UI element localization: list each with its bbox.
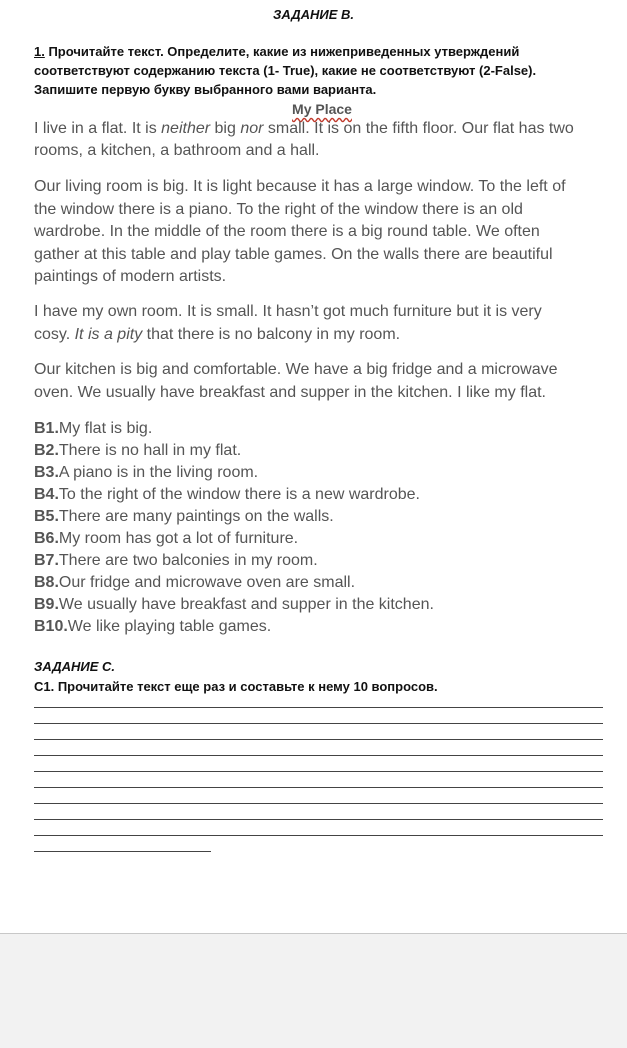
story-p2-line-3: wardrobe. In the middle of the room there is a big round table. We often <box>34 223 540 240</box>
answer-line[interactable] <box>34 835 603 836</box>
story-title: My Place <box>292 101 352 117</box>
statement-text: My room has got a lot of furniture. <box>58 530 299 547</box>
task-c-instruction: С1. Прочитайте текст еще раз и составьте к нему 10 вопросов. <box>34 679 438 694</box>
task-c-title: ЗАДАНИЕ С. <box>34 659 116 674</box>
statement-number: B4. <box>34 486 59 503</box>
story-p2-line-2: the window there is a piano. To the right of the window there is an old <box>34 200 523 218</box>
p3-text-b: that there is no balcony in my room. <box>142 325 401 343</box>
statement-b4 <box>34 484 420 506</box>
p1-text-b: big <box>210 120 241 137</box>
statement-text: To the right of the window there is a new wardrobe. <box>58 486 420 503</box>
statement-b1 <box>34 418 152 440</box>
statement-number: B10. <box>34 618 68 635</box>
answer-line[interactable] <box>34 707 603 708</box>
statement-text: A piano is in the living room. <box>58 464 259 481</box>
answer-line[interactable] <box>34 787 603 788</box>
story-p2-line-4: gather at this table and play table games. On the walls there are beautiful <box>34 245 553 263</box>
p3-pity: It is a pity <box>74 325 143 343</box>
statement-number: B1. <box>34 420 59 437</box>
story-p4-line-2: oven. We usually have breakfast and supper in the kitchen. I like my flat. <box>34 383 546 401</box>
answer-line[interactable] <box>34 739 603 740</box>
statement-b7 <box>34 550 318 572</box>
statement-text: There are many paintings on the walls. <box>58 508 334 525</box>
statement-text: We usually have breakfast and supper in the kitchen. <box>58 596 434 613</box>
statement-number: B2. <box>34 442 59 459</box>
statement-b5 <box>34 506 334 528</box>
answer-line[interactable] <box>34 755 603 756</box>
story-p3-line-1: I have my own room. It is small. It hasn’t got much furniture but it is very <box>34 303 542 320</box>
statement-text: There is no hall in my flat. <box>58 442 242 459</box>
statement-text: We like playing table games. <box>67 618 272 635</box>
task-b-instruction-line-3: Запишите первую букву выбранного вами варианта. <box>34 82 377 97</box>
p1-text-c: small. It is on the fifth floor. Our flat has two <box>263 120 574 137</box>
story-p1-line-1 <box>34 118 574 141</box>
task-b-instruction-line-1 <box>34 42 519 61</box>
story-p1-line-2: rooms, a kitchen, a bathroom and a hall. <box>34 142 320 159</box>
task-b-title: ЗАДАНИЕ В. <box>272 7 355 22</box>
statement-b10 <box>34 616 271 638</box>
story-p3-line-2 <box>34 324 400 347</box>
p1-text-a: I live in a flat. It is <box>34 120 162 137</box>
statement-b3 <box>34 462 258 484</box>
story-p2-line-5: paintings of modern artists. <box>34 268 227 285</box>
statement-text: Our fridge and microwave oven are small. <box>58 574 356 591</box>
p3-text-a: cosy. <box>34 325 75 343</box>
statement-b9 <box>34 594 434 616</box>
answer-line[interactable] <box>34 803 603 804</box>
statement-number: B7. <box>34 552 59 569</box>
answer-line[interactable] <box>34 819 603 820</box>
task-b-instruction-line-2: соответствуют содержанию текста (1- True), какие не соответствуют (2-False). <box>34 63 537 78</box>
statement-number: B6. <box>34 530 59 547</box>
statement-number: B3. <box>34 464 59 481</box>
statement-b8 <box>34 572 355 594</box>
statement-text: My flat is big. <box>58 420 153 437</box>
statement-b2 <box>34 440 241 462</box>
statement-b6 <box>34 528 298 550</box>
p1-nor: nor <box>240 120 264 137</box>
p1-neither: neither <box>161 120 211 137</box>
story-p4-line-1: Our kitchen is big and comfortable. We have a big fridge and a microwave <box>34 361 558 378</box>
answer-line[interactable] <box>34 771 603 772</box>
statement-number: B9. <box>34 596 59 613</box>
statement-text: There are two balconies in my room. <box>58 552 318 569</box>
answer-line[interactable] <box>34 723 603 724</box>
instruction-text-1: Прочитайте текст. Определите, какие из нижеприведенных утверждений <box>44 44 520 59</box>
statement-number: B8. <box>34 574 59 591</box>
instruction-number: 1. <box>34 44 45 59</box>
statement-number: B5. <box>34 508 59 525</box>
answer-line-short[interactable] <box>34 851 211 852</box>
story-p2-line-1: Our living room is big. It is light because it has a large window. To the left of <box>34 178 566 195</box>
